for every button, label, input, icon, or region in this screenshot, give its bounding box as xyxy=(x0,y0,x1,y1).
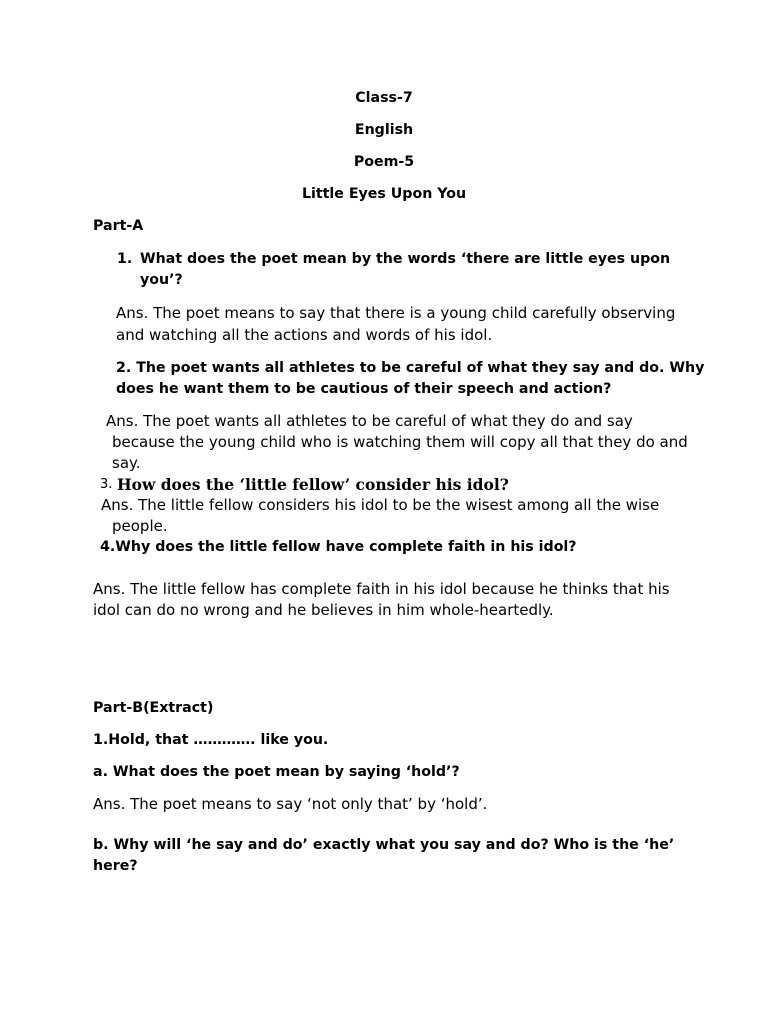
q3-question: How does the ‘little fellow’ consider his idol? xyxy=(117,475,509,494)
q4-answer-line2: idol can do no wrong and he believes in him whole-heartedly. xyxy=(93,601,554,619)
q4-answer-line1: Ans. The little fellow has complete faith in his idol because he thinks that his xyxy=(93,580,670,598)
part-a-heading: Part-A xyxy=(93,218,144,234)
q3-number: 3. xyxy=(100,477,113,492)
extract-line: 1.Hold, that …………. like you. xyxy=(93,732,329,748)
q2-question-line1: 2. The poet wants all athletes to be careful of what they say and do. Why xyxy=(116,360,705,376)
q1-number: 1. xyxy=(117,251,133,267)
q1-answer-line1: Ans. The poet means to say that there is a young child carefully observing xyxy=(116,304,676,322)
qa-question: a. What does the poet mean by saying ‘hold’? xyxy=(93,764,460,780)
qb-question-line2: here? xyxy=(93,858,138,874)
subject-label: English xyxy=(354,122,414,138)
class-label: Class-7 xyxy=(355,90,413,106)
q3-answer-line1: Ans. The little fellow considers his idol to be the wisest among all the wise xyxy=(101,496,660,514)
q1-question-line2: you’? xyxy=(140,272,183,288)
q4-question: 4.Why does the little fellow have complete faith in his idol? xyxy=(100,539,577,555)
q2-answer-line2: because the young child who is watching them will copy all that they do and xyxy=(112,433,688,451)
part-b-heading: Part-B(Extract) xyxy=(93,700,214,716)
q1-question-line1: What does the poet mean by the words ‘there are little eyes upon xyxy=(140,251,671,267)
q2-question-line2: does he want them to be cautious of their speech and action? xyxy=(116,381,612,397)
qb-question-line1: b. Why will ‘he say and do’ exactly what you say and do? Who is the ‘he’ xyxy=(93,837,675,853)
q3-answer-line2: people. xyxy=(112,517,168,535)
q2-answer-line1: Ans. The poet wants all athletes to be careful of what they do and say xyxy=(106,412,633,430)
poem-number: Poem-5 xyxy=(353,154,415,170)
poem-title: Little Eyes Upon You xyxy=(301,186,467,202)
qa-answer: Ans. The poet means to say ‘not only that’ by ‘hold’. xyxy=(93,795,488,813)
q2-answer-line3: say. xyxy=(112,454,141,472)
q1-answer-line2: and watching all the actions and words of his idol. xyxy=(116,326,493,344)
